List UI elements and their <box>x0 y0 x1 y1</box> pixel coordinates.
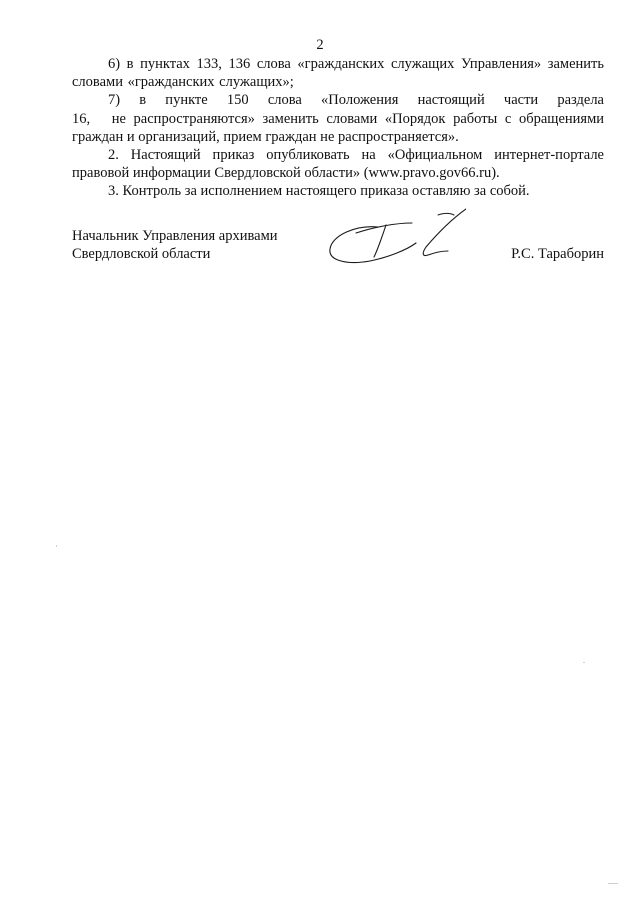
signer-name: Р.С. Тараборин <box>511 246 604 262</box>
page-number: 2 <box>316 37 324 53</box>
signer-position-line-2: Свердловской области <box>72 246 211 263</box>
signer-position <box>72 227 332 263</box>
paragraph-item-7 <box>72 91 604 146</box>
scan-speck <box>608 883 618 884</box>
paragraph-item-6: 6) в пунктах 133, 136 слова «гражданских служащих Управления» заменить словами «гражданских служащих»; <box>72 56 604 91</box>
signature-block <box>72 227 604 277</box>
paragraph-item-7-head: 7) в пункте 150 слова «Положения настоящий части раздела 16, <box>72 92 604 127</box>
handwritten-signature <box>326 205 466 273</box>
paragraph-publish-order: 2. Настоящий приказ опубликовать на «Официальном интернет-портале правовой информации Свердловской области» (www.pravo.gov66.ru). <box>72 147 604 182</box>
paragraph-control-order: 3. Контроль за исполнением настоящего приказа оставляю за собой. <box>108 183 530 200</box>
document-body <box>72 55 604 201</box>
scan-speck <box>583 662 585 663</box>
paragraph-item-7-rest: не распространяются» заменить словами «Порядок работы с обращениями граждан и организаций, прием граждан не распространяется». <box>72 110 605 145</box>
scan-speck <box>56 545 57 547</box>
signer-position-line-1: Начальник Управления архивами <box>72 228 278 244</box>
